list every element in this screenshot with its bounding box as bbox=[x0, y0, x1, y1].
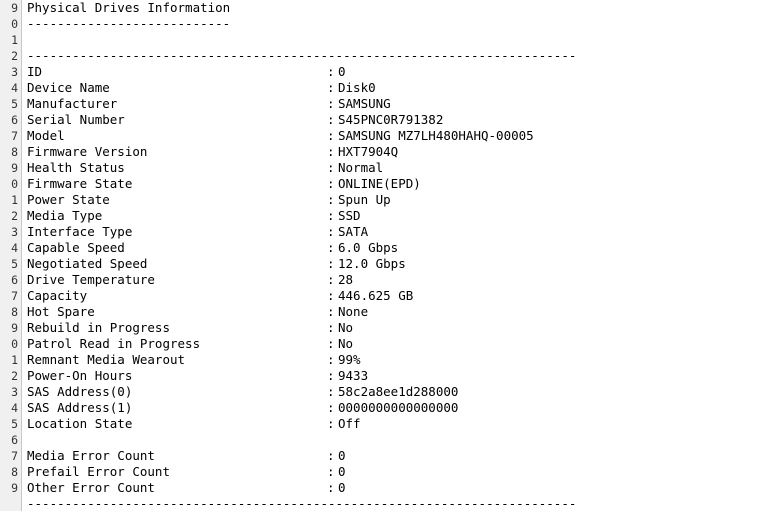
field-value: Off bbox=[338, 416, 361, 431]
field-row bbox=[27, 288, 758, 304]
physical-drive-field-list bbox=[27, 64, 758, 432]
field-separator: : bbox=[327, 416, 335, 431]
field-label: ID bbox=[27, 64, 43, 79]
line-number: 9 bbox=[11, 321, 18, 335]
field-separator: : bbox=[327, 176, 335, 191]
error-count-row bbox=[27, 448, 758, 464]
field-label: SAS Address(1) bbox=[27, 400, 133, 415]
field-row bbox=[27, 320, 758, 336]
field-row bbox=[27, 128, 758, 144]
field-label: Firmware State bbox=[27, 176, 133, 191]
field-value: HXT7904Q bbox=[338, 144, 399, 159]
field-label: Interface Type bbox=[27, 224, 133, 239]
field-value: SAMSUNG MZ7LH480HAHQ-00005 bbox=[338, 128, 534, 143]
field-separator: : bbox=[327, 80, 335, 95]
field-separator: : bbox=[327, 320, 335, 335]
field-separator: : bbox=[327, 448, 335, 463]
field-separator: : bbox=[327, 464, 335, 479]
line-number: 6 bbox=[11, 433, 18, 447]
line-number: 5 bbox=[11, 257, 18, 271]
line-number: 5 bbox=[11, 417, 18, 431]
field-label: Power-On Hours bbox=[27, 368, 133, 383]
error-count-row bbox=[27, 480, 758, 496]
field-label: Negotiated Speed bbox=[27, 256, 148, 271]
field-row bbox=[27, 80, 758, 96]
field-separator: : bbox=[327, 64, 335, 79]
field-value: SSD bbox=[338, 208, 361, 223]
field-value: None bbox=[338, 304, 369, 319]
line-number: 8 bbox=[11, 305, 18, 319]
field-row bbox=[27, 208, 758, 224]
field-separator: : bbox=[327, 208, 335, 223]
field-label: Drive Temperature bbox=[27, 272, 155, 287]
field-value: S45PNC0R791382 bbox=[338, 112, 444, 127]
field-label: Device Name bbox=[27, 80, 110, 95]
field-label: Media Error Count bbox=[27, 448, 155, 463]
line-number: 4 bbox=[11, 81, 18, 95]
line-number: 7 bbox=[11, 449, 18, 463]
field-row bbox=[27, 224, 758, 240]
field-value: 0 bbox=[338, 64, 346, 79]
field-row bbox=[27, 144, 758, 160]
field-separator: : bbox=[327, 144, 335, 159]
field-row bbox=[27, 272, 758, 288]
line-number: 6 bbox=[11, 113, 18, 127]
line-number: 4 bbox=[11, 241, 18, 255]
field-separator: : bbox=[327, 192, 335, 207]
field-row bbox=[27, 384, 758, 400]
blank-line bbox=[27, 432, 758, 448]
field-value: 99% bbox=[338, 352, 361, 367]
field-label: Hot Spare bbox=[27, 304, 95, 319]
line-number: 0 bbox=[11, 337, 18, 351]
field-value: Normal bbox=[338, 160, 384, 175]
line-number: 3 bbox=[11, 65, 18, 79]
field-separator: : bbox=[327, 272, 335, 287]
line-number: 1 bbox=[11, 33, 18, 47]
line-number: 2 bbox=[11, 369, 18, 383]
field-row bbox=[27, 352, 758, 368]
line-number: 7 bbox=[11, 129, 18, 143]
document-title: Physical Drives Information bbox=[27, 0, 231, 15]
field-value: No bbox=[338, 336, 354, 351]
line-number: 5 bbox=[11, 97, 18, 111]
field-value: Spun Up bbox=[338, 192, 391, 207]
field-label: Prefail Error Count bbox=[27, 464, 170, 479]
document-content bbox=[27, 0, 758, 511]
field-label: Manufacturer bbox=[27, 96, 118, 111]
field-value: 0 bbox=[338, 448, 346, 463]
line-number: 0 bbox=[11, 177, 18, 191]
field-separator: : bbox=[327, 240, 335, 255]
field-separator: : bbox=[327, 352, 335, 367]
error-count-list bbox=[27, 448, 758, 496]
field-separator: : bbox=[327, 160, 335, 175]
field-row bbox=[27, 304, 758, 320]
field-separator: : bbox=[327, 336, 335, 351]
line-number: 3 bbox=[11, 385, 18, 399]
field-value: 9433 bbox=[338, 368, 369, 383]
field-separator: : bbox=[327, 256, 335, 271]
field-value: ONLINE(EPD) bbox=[338, 176, 421, 191]
field-label: Power State bbox=[27, 192, 110, 207]
field-row bbox=[27, 160, 758, 176]
line-number: 8 bbox=[11, 465, 18, 479]
field-separator: : bbox=[327, 224, 335, 239]
field-label: Serial Number bbox=[27, 112, 125, 127]
field-separator: : bbox=[327, 400, 335, 415]
field-value: Disk0 bbox=[338, 80, 376, 95]
field-label: Capable Speed bbox=[27, 240, 125, 255]
field-row bbox=[27, 176, 758, 192]
field-label: Capacity bbox=[27, 288, 88, 303]
field-value: SATA bbox=[338, 224, 369, 239]
field-row bbox=[27, 240, 758, 256]
field-label: Firmware Version bbox=[27, 144, 148, 159]
field-label: SAS Address(0) bbox=[27, 384, 133, 399]
field-row bbox=[27, 416, 758, 432]
field-label: Model bbox=[27, 128, 65, 143]
field-value: 0 bbox=[338, 480, 346, 495]
field-label: Media Type bbox=[27, 208, 103, 223]
field-separator: : bbox=[327, 384, 335, 399]
line-number: 3 bbox=[11, 225, 18, 239]
field-row bbox=[27, 256, 758, 272]
field-value: 28 bbox=[338, 272, 354, 287]
field-row bbox=[27, 112, 758, 128]
document-title-underline: --------------------------- bbox=[27, 16, 231, 31]
field-value: 0000000000000000 bbox=[338, 400, 459, 415]
field-row bbox=[27, 192, 758, 208]
line-number: 9 bbox=[11, 481, 18, 495]
field-value: 58c2a8ee1d288000 bbox=[338, 384, 459, 399]
field-value: 0 bbox=[338, 464, 346, 479]
line-number: 2 bbox=[11, 209, 18, 223]
field-value: 12.0 Gbps bbox=[338, 256, 406, 271]
field-value: No bbox=[338, 320, 354, 335]
line-number: 7 bbox=[11, 289, 18, 303]
line-number: 4 bbox=[11, 401, 18, 415]
line-number: 9 bbox=[11, 161, 18, 175]
line-number: 8 bbox=[11, 145, 18, 159]
field-separator: : bbox=[327, 288, 335, 303]
field-label: Location State bbox=[27, 416, 133, 431]
field-value: SAMSUNG bbox=[338, 96, 391, 111]
field-separator: : bbox=[327, 368, 335, 383]
line-number: 1 bbox=[11, 353, 18, 367]
line-number: 6 bbox=[11, 273, 18, 287]
field-label: Patrol Read in Progress bbox=[27, 336, 201, 351]
field-value: 6.0 Gbps bbox=[338, 240, 399, 255]
line-number-gutter bbox=[0, 0, 22, 511]
field-value: 446.625 GB bbox=[338, 288, 414, 303]
field-row bbox=[27, 400, 758, 416]
field-separator: : bbox=[327, 480, 335, 495]
field-label: Remnant Media Wearout bbox=[27, 352, 186, 367]
field-separator: : bbox=[327, 304, 335, 319]
field-separator: : bbox=[327, 128, 335, 143]
field-row bbox=[27, 64, 758, 80]
line-number: 9 bbox=[11, 1, 18, 15]
field-row bbox=[27, 336, 758, 352]
field-label: Rebuild in Progress bbox=[27, 320, 170, 335]
line-number: 0 bbox=[11, 17, 18, 31]
line-number: 2 bbox=[11, 49, 18, 63]
field-row bbox=[27, 368, 758, 384]
field-row bbox=[27, 96, 758, 112]
field-label: Other Error Count bbox=[27, 480, 155, 495]
line-number: 1 bbox=[11, 193, 18, 207]
blank-line bbox=[27, 32, 758, 48]
horizontal-rule-bottom: ------------------------------------------------------------------------- bbox=[27, 496, 577, 511]
field-label: Health Status bbox=[27, 160, 125, 175]
horizontal-rule-top: ------------------------------------------------------------------------- bbox=[27, 48, 577, 63]
field-separator: : bbox=[327, 112, 335, 127]
error-count-row bbox=[27, 464, 758, 480]
field-separator: : bbox=[327, 96, 335, 111]
